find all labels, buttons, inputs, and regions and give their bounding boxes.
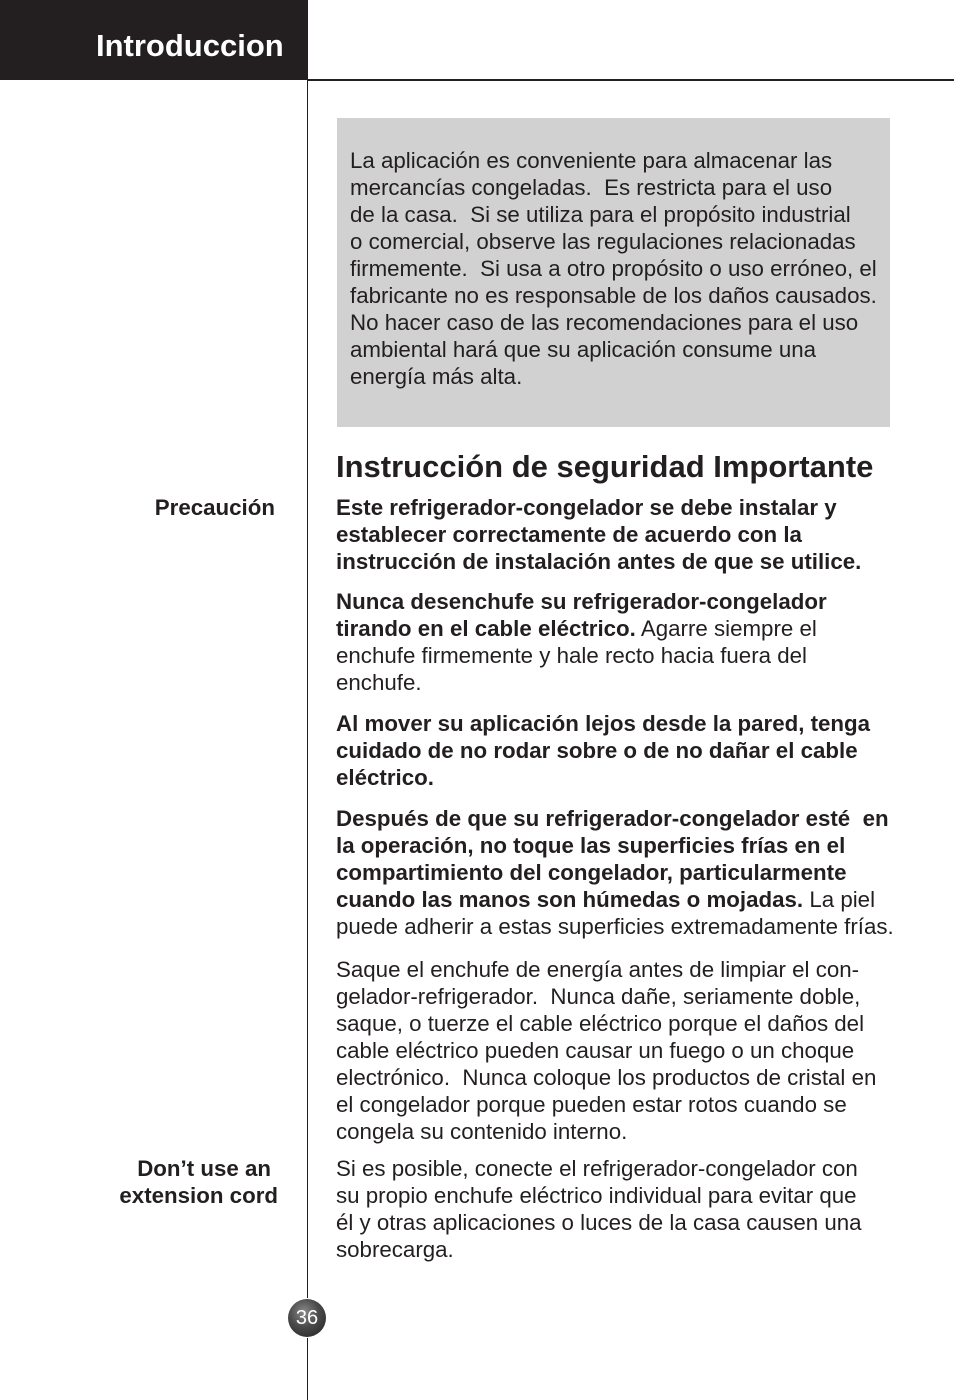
cleaning-paragraph <box>336 956 936 1145</box>
page-title: Introduccion <box>96 28 284 63</box>
text-line: enchufe firmemente y hale recto hacia fuera del <box>336 642 807 668</box>
notice-line: firmemente. Si usa a otro propósito o uso erróneo, el <box>350 255 877 281</box>
text-line: Saque el enchufe de energía antes de limpiar el con- <box>336 956 860 982</box>
text-line: Este refrigerador-congelador se debe instalar y <box>336 494 837 520</box>
text-line <box>336 886 936 913</box>
notice-line: de la casa. Si se utiliza para el propósito industrial <box>350 201 851 227</box>
notice-line: No hacer caso de las recomendaciones para el uso <box>350 309 859 335</box>
page-number: 36 <box>295 1307 319 1329</box>
notice-line: fabricante no es responsable de los daños causados. <box>350 282 877 308</box>
moving-paragraph <box>336 710 936 791</box>
header-bar <box>0 0 308 80</box>
extension-cord-label-line: Don’t use an <box>137 1155 271 1181</box>
cold-surfaces-paragraph <box>336 805 936 940</box>
text-line: Nunca desenchufe su refrigerador-congelador <box>336 588 827 614</box>
notice-line: La aplicación es conveniente para almacenar las <box>350 147 833 173</box>
text-line: Al mover su aplicación lejos desde la pared, tenga <box>336 710 871 736</box>
bold-text: tirando en el cable eléctrico. <box>336 615 636 641</box>
notice-text <box>350 147 877 390</box>
notice-line: mercancías congeladas. Es restricta para el uso <box>350 174 833 200</box>
text-line: puede adherir a estas superficies extremadamente frías. <box>336 913 894 939</box>
text-line: electrónico. Nunca coloque los productos de cristal en <box>336 1064 877 1090</box>
text-line: enchufe. <box>336 669 422 695</box>
text-line: congela su contenido interno. <box>336 1118 628 1144</box>
text-line: cable eléctrico pueden causar un fuego o un choque <box>336 1037 855 1063</box>
text-line <box>336 615 936 642</box>
text-line: saque, o tuerze el cable eléctrico porque el daños del <box>336 1010 865 1036</box>
precaution-label <box>0 494 275 521</box>
text-line: él y otras aplicaciones o luces de la casa causen una <box>336 1209 862 1235</box>
column-divider <box>307 80 309 1400</box>
bold-text: cuando las manos son húmedas o mojadas. <box>336 886 804 912</box>
text-line: gelador-refrigerador. Nunca dañe, seriamente doble, <box>336 983 861 1009</box>
text-line: cuidado de no rodar sobre o de no dañar el cable <box>336 737 858 763</box>
text-line: su propio enchufe eléctrico individual para evitar que <box>336 1182 857 1208</box>
precaution-label-text: Precaución <box>154 494 275 520</box>
install-paragraph <box>336 494 936 575</box>
header-rule <box>308 79 954 81</box>
notice-box <box>337 118 890 427</box>
page-number-badge <box>288 1299 326 1337</box>
extension-cord-label-line: extension cord <box>119 1182 278 1208</box>
section-heading: Instrucción de seguridad Importante <box>336 449 874 484</box>
notice-line: ambiental hará que su aplicación consume una <box>350 336 817 362</box>
text-line: compartimiento del congelador, particularmente <box>336 859 847 885</box>
extension-cord-paragraph <box>336 1155 936 1263</box>
text-line: Después de que su refrigerador-congelador esté en <box>336 805 889 831</box>
text-line: sobrecarga. <box>336 1236 454 1262</box>
text-line: la operación, no toque las superficies frías en el <box>336 832 846 858</box>
notice-line: energía más alta. <box>350 363 523 389</box>
text-line: instrucción de instalación antes de que se utilice. <box>336 548 862 574</box>
text-line: Si es posible, conecte el refrigerador-congelador con <box>336 1155 858 1181</box>
text-line: establecer correctamente de acuerdo con la <box>336 521 802 547</box>
unplug-paragraph <box>336 588 936 696</box>
normal-text: Agarre siempre el <box>635 615 817 641</box>
text-line: el congelador porque pueden estar rotos cuando se <box>336 1091 847 1117</box>
extension-cord-label <box>0 1155 278 1209</box>
normal-text: La piel <box>803 886 876 912</box>
text-line: eléctrico. <box>336 764 434 790</box>
notice-line: o comercial, observe las regulaciones relacionadas <box>350 228 856 254</box>
